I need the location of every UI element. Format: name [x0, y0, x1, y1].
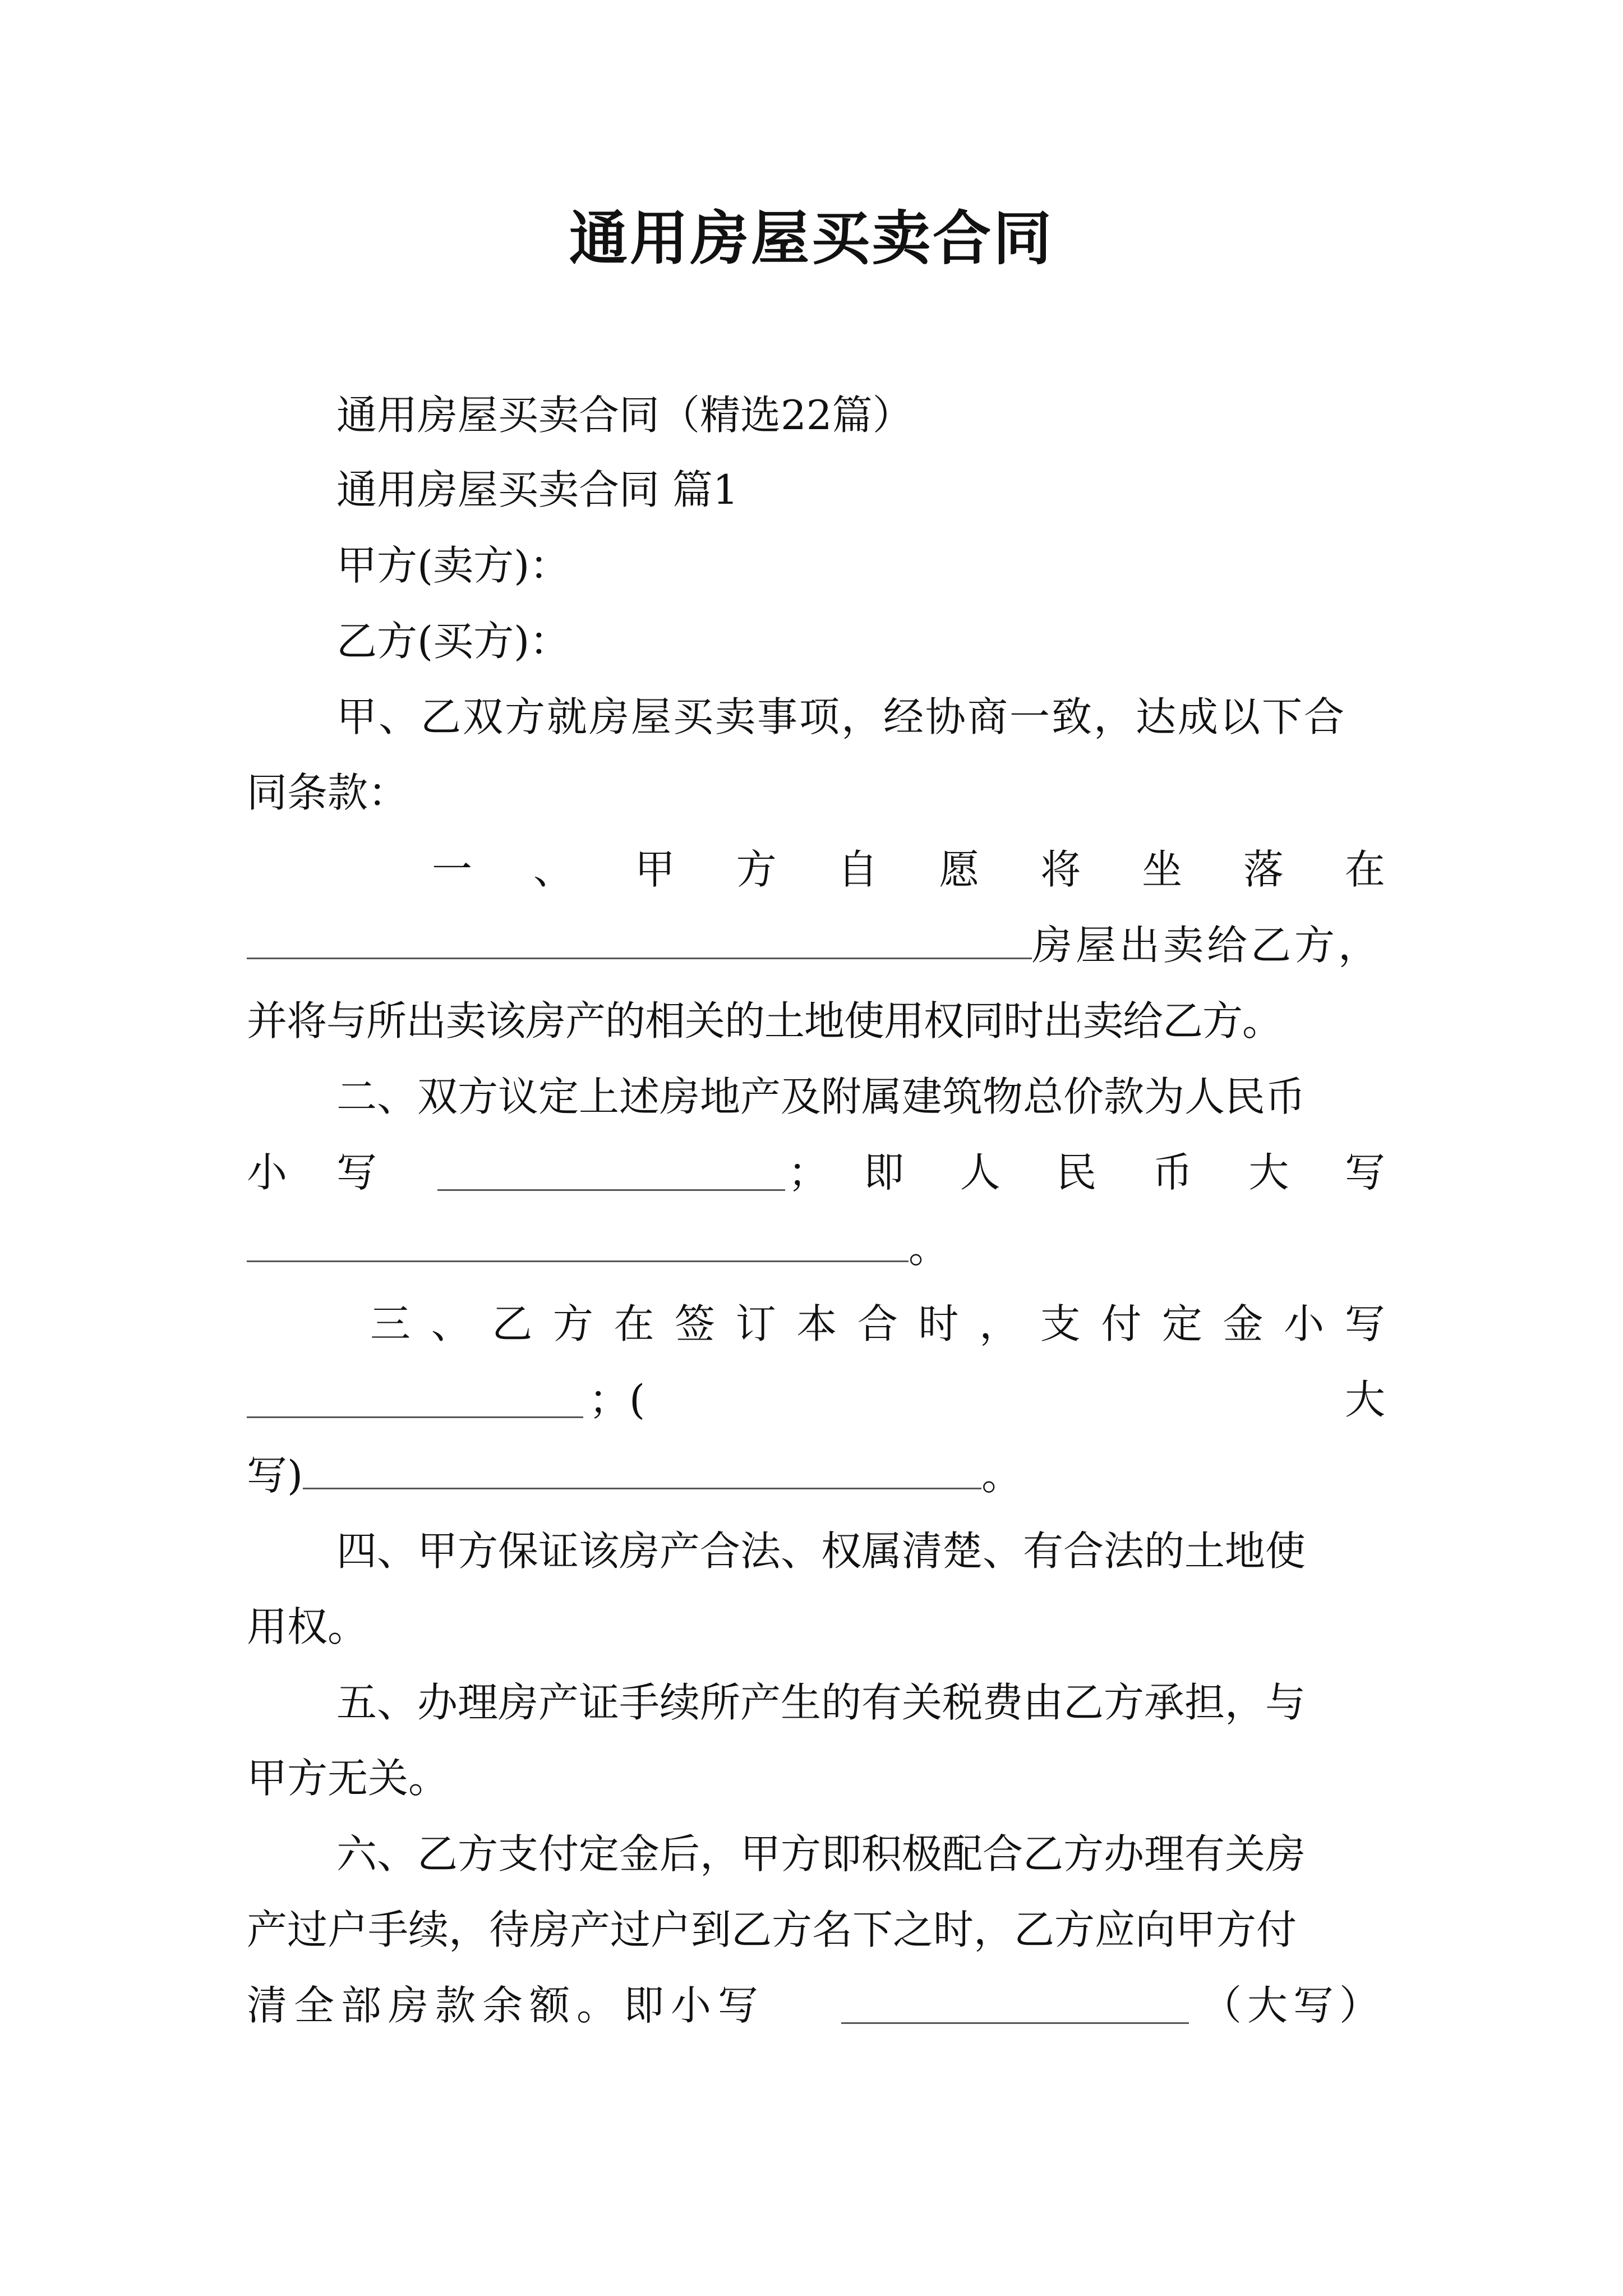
clause-2-semicolon: ；	[788, 1149, 829, 1196]
clause-3-char: 定	[1161, 1300, 1202, 1347]
clause-2-char: 写	[336, 1149, 377, 1196]
clause-1-char: 愿	[939, 846, 980, 893]
clause-1-char: 将	[1040, 846, 1081, 893]
clause-3-char: 乙	[492, 1300, 533, 1347]
clause-1-char: 坐	[1142, 846, 1183, 893]
clause-1-char: 落	[1243, 846, 1284, 893]
clause-2-end: 。	[909, 1225, 949, 1272]
amount-lowercase-blank	[437, 1150, 785, 1191]
clause-3-char: 时	[918, 1300, 959, 1347]
document-title: 通用房屋买卖合同	[569, 204, 1054, 273]
clause-3-paren-open: ；(	[589, 1376, 645, 1423]
clause-3-char: 、	[431, 1300, 472, 1347]
clause-3-char: 金	[1223, 1300, 1264, 1347]
clause-2-line-1: 二、双方议定上述房地产及附属建筑物总价款为人民币	[336, 1073, 1306, 1120]
clause-1-char: 在	[1344, 846, 1385, 893]
clause-2-char: 大	[1248, 1149, 1289, 1196]
deposit-lowercase-blank	[247, 1377, 583, 1418]
clause-6-line-3-head: 清全部房款余额。即小写	[247, 1982, 766, 2029]
clause-2-char: 即	[864, 1149, 905, 1196]
party-b-label: 乙方(买方)：	[336, 618, 570, 665]
clause-1-tail: 房屋出卖给乙方，	[1032, 922, 1382, 969]
clause-4-line-1: 四、甲方保证该房产合法、权属清楚、有合法的土地使	[336, 1527, 1306, 1575]
clause-2-char: 写	[1344, 1149, 1385, 1196]
clause-2-char: 小	[247, 1149, 288, 1196]
clause-6-line-1: 六、乙方支付定金后，甲方即积极配合乙方办理有关房	[336, 1830, 1306, 1878]
clause-4-line-2: 用权。	[247, 1603, 368, 1650]
clause-1-char: 自	[837, 846, 878, 893]
clause-3-end: 。	[981, 1452, 1022, 1499]
clause-3-char: 付	[1101, 1300, 1142, 1347]
clause-1-char: 方	[736, 846, 777, 893]
clause-3-line-1	[370, 1296, 1385, 1352]
clause-3-char: 合	[857, 1300, 898, 1347]
deposit-uppercase-blank	[303, 1448, 981, 1489]
clause-5-line-1: 五、办理房产证手续所产生的有关税费由乙方承担，与	[336, 1679, 1306, 1726]
clause-1-line-2	[247, 917, 1385, 973]
clause-3-char: 三	[370, 1300, 411, 1347]
location-blank	[247, 918, 1032, 959]
clause-3-da: 大	[1344, 1376, 1385, 1423]
intro-paragraph-line-2: 同条款：	[247, 769, 409, 816]
clause-2-line-2-right	[864, 1144, 1385, 1200]
clause-3-char: 写	[1344, 1300, 1385, 1347]
clause-2-char: 民	[1056, 1149, 1097, 1196]
clause-3-char: 订	[735, 1300, 776, 1347]
clause-3-char: 本	[796, 1300, 837, 1347]
clause-1-line-1	[432, 841, 1385, 898]
clause-2-char: 币	[1152, 1149, 1193, 1196]
clause-3-char: ，	[979, 1300, 1020, 1347]
clause-1-char: 、	[533, 846, 574, 893]
clause-1-char: 一	[432, 846, 473, 893]
amount-uppercase-blank	[247, 1221, 909, 1262]
clause-6-line-3	[247, 1977, 1385, 2033]
clause-3-char: 小	[1284, 1300, 1325, 1347]
clause-6-line-2: 产过户手续，待房产过户到乙方名下之时，乙方应向甲方付	[247, 1906, 1297, 1953]
intro-paragraph-line-1: 甲、乙双方就房屋买卖事项，经协商一致，达成以下合	[336, 693, 1347, 740]
clause-3-char: 方	[552, 1300, 593, 1347]
clause-6-line-3-tail: （大写）	[1201, 1982, 1385, 2029]
clause-3-xie: 写)	[247, 1452, 303, 1499]
clause-2-line-3	[247, 1220, 1385, 1276]
clause-5-line-2: 甲方无关。	[247, 1755, 449, 1802]
clause-3-char: 支	[1040, 1300, 1081, 1347]
section-heading: 通用房屋买卖合同 篇1	[336, 466, 739, 513]
party-a-label: 甲方(卖方)：	[336, 542, 570, 589]
clause-3-char: 签	[675, 1300, 716, 1347]
clause-2-char: 人	[960, 1149, 1000, 1196]
clause-1-line-3: 并将与所出卖该房产的相关的土地使用权同时出卖给乙方。	[247, 997, 1283, 1045]
clause-3-line-3	[247, 1447, 1385, 1503]
document-subtitle: 通用房屋买卖合同（精选22篇）	[336, 392, 913, 439]
clause-3-char: 在	[614, 1300, 654, 1347]
clause-1-char: 甲	[634, 846, 675, 893]
balance-lowercase-blank	[841, 1983, 1189, 2024]
